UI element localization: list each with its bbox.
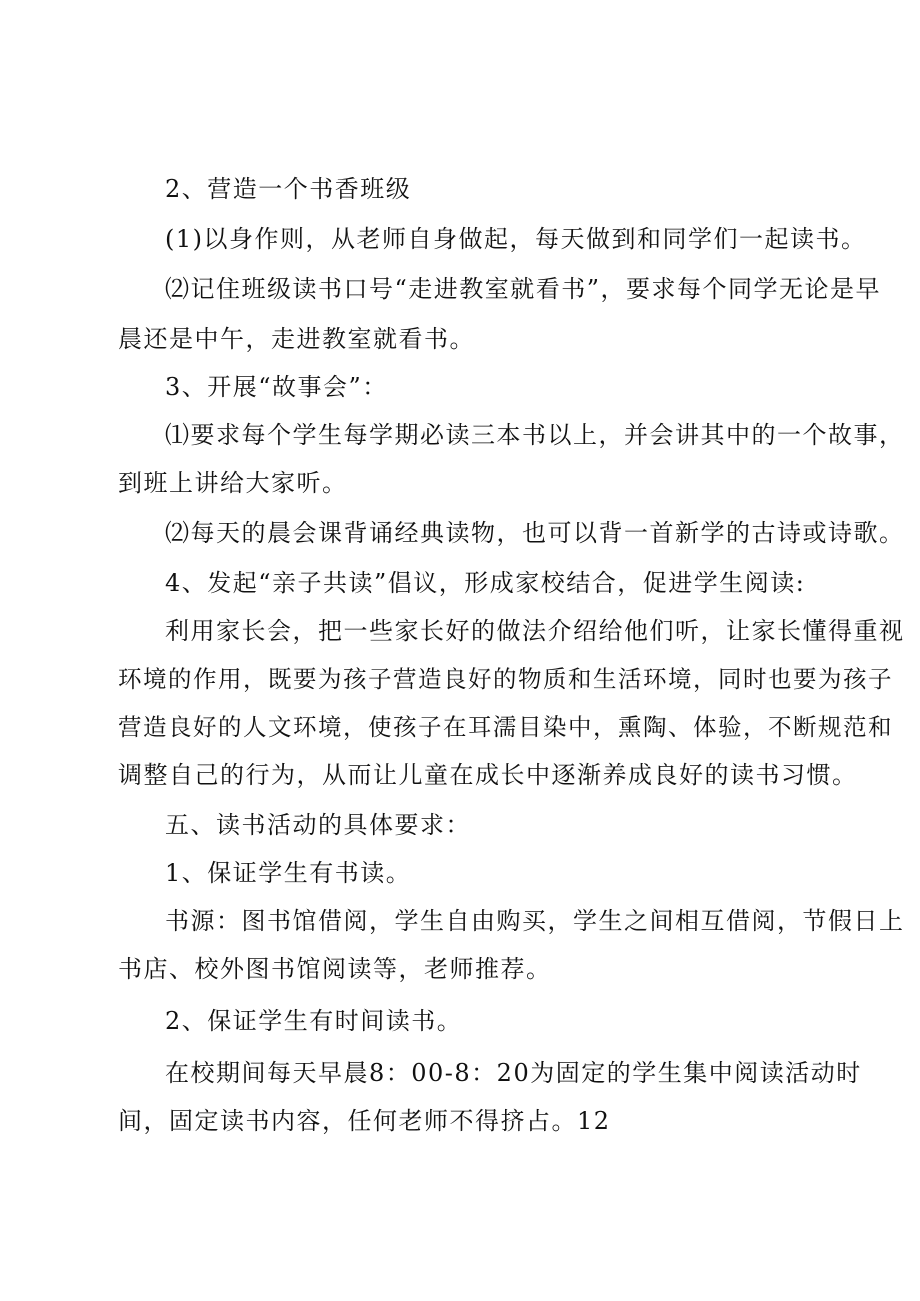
heading-section-3: 3、开展“故事会”： <box>165 373 388 401</box>
paragraph-line: 间，固定读书内容，任何老师不得挤占。12 <box>118 1107 611 1135</box>
paragraph-line: ⑵每天的晨会课背诵经典读物，也可以背一首新学的古诗或诗歌。 <box>165 519 905 547</box>
heading-section-2: 2、营造一个书香班级 <box>165 175 412 203</box>
paragraph-line: 在校期间每天早晨8：00-8：20为固定的学生集中阅读活动时 <box>165 1059 862 1087</box>
paragraph-line: 晨还是中午，走进教室就看书。 <box>118 325 475 353</box>
paragraph-line: 书店、校外图书馆阅读等，老师推荐。 <box>118 955 552 983</box>
heading-section-4: 4、发起“亲子共读”倡议，形成家校结合，促进学生阅读: <box>165 569 806 597</box>
paragraph-line: 利用家长会，把一些家长好的做法介绍给他们听，让家长懂得重视 <box>165 617 905 645</box>
paragraph-line: 调整自己的行为，从而让儿童在成长中逐渐养成良好的读书习惯。 <box>118 761 858 789</box>
paragraph-line: ⑴要求每个学生每学期必读三本书以上，并会讲其中的一个故事， <box>165 421 905 449</box>
heading-section-5: 五、读书活动的具体要求： <box>165 811 471 839</box>
heading-subsection-1: 1、保证学生有书读。 <box>165 859 412 887</box>
paragraph-line: ⑵记住班级读书口号“走进教室就看书”，要求每个同学无论是早 <box>165 275 882 303</box>
paragraph-line: 书源：图书馆借阅，学生自由购买，学生之间相互借阅，节假日上 <box>165 907 905 935</box>
paragraph-line: 到班上讲给大家听。 <box>118 469 348 497</box>
heading-subsection-2: 2、保证学生有时间读书。 <box>165 1007 463 1035</box>
paragraph-line: 环境的作用，既要为孩子营造良好的物质和生活环境，同时也要为孩子 <box>118 665 893 693</box>
paragraph-line: (1)以身作则，从老师自身做起，每天做到和同学们一起读书。 <box>165 225 867 253</box>
paragraph-line: 营造良好的人文环境，使孩子在耳濡目染中，熏陶、体验，不断规范和 <box>118 713 893 741</box>
